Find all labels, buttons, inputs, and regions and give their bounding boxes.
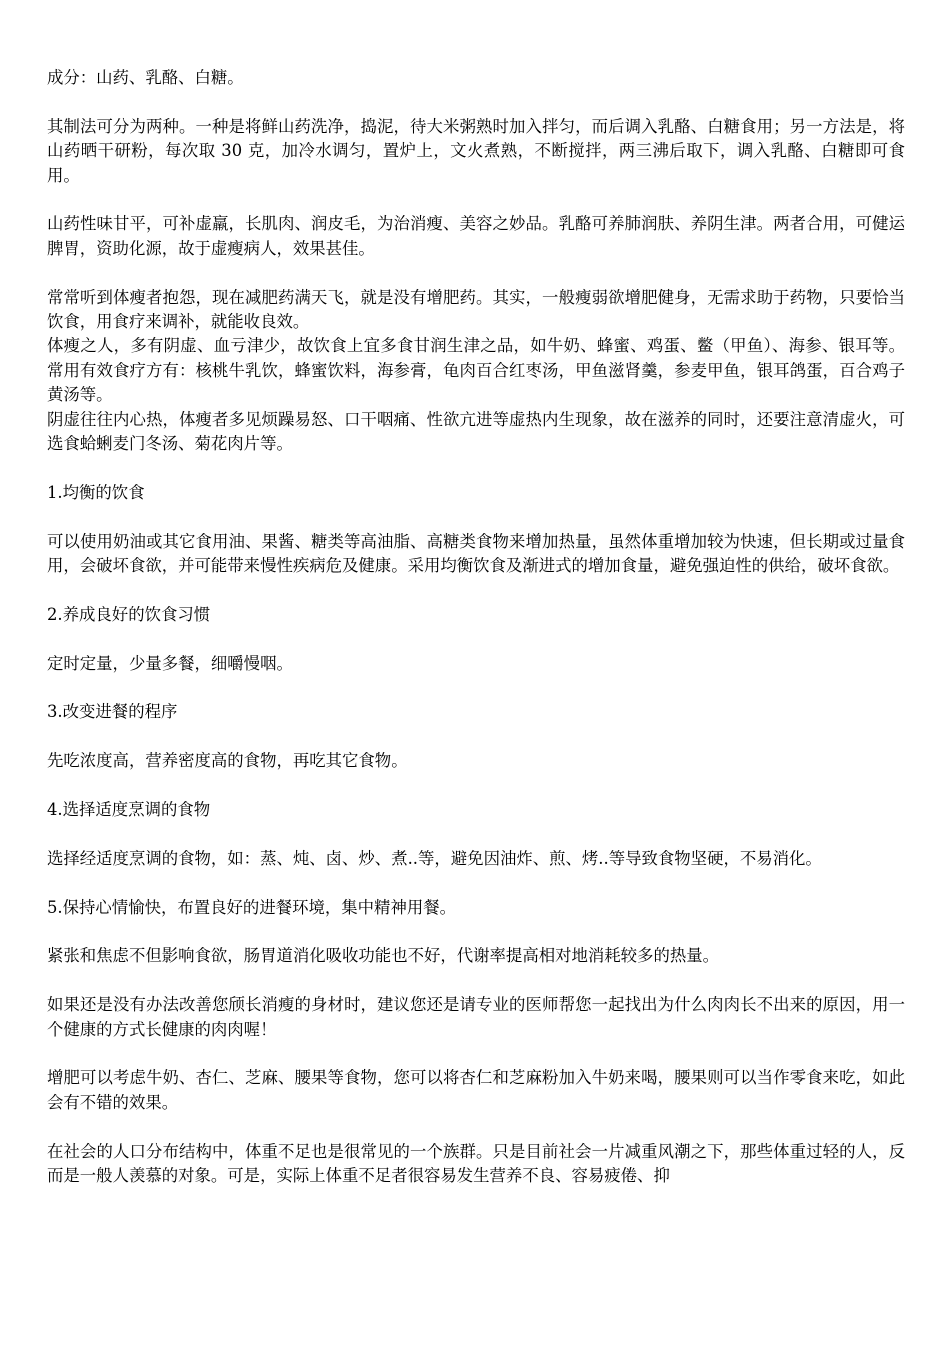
heat-advice-paragraph: 阴虚往往内心热，体瘦者多见烦躁易怒、口干咽痛、性欲亢进等虚热内生现象，故在滋养的同时，还要注意清虚火，可选食蛤蜊麦门冬汤、菊花肉片等。 xyxy=(47,409,905,454)
food-suggestion-paragraph: 增肥可以考虑牛奶、杏仁、芝麻、腰果等食物，您可以将杏仁和芝麻粉加入牛奶来喝，腰果则可以当作零食来吃，如此会有不错的效果。 xyxy=(47,1068,905,1112)
diet-advice-paragraph: 体瘦之人，多有阴虚、血亏津少，故饮食上宜多食甘润生津之品，如牛奶、蜂蜜、鸡蛋、鳖（甲鱼）、海参、银耳等。常用有效食疗方有：核桃牛乳饮，蜂蜜饮料，海参膏，龟肉百合红枣汤，甲鱼滋肾羹，参麦甲鱼，银耳鸽蛋，百合鸡子黄汤等。 xyxy=(47,336,905,405)
intro-paragraph: 常常听到体瘦者抱怨，现在减肥药满天飞，就是没有增肥药。其实，一般瘦弱欲增肥健身，无需求助于药物，只要恰当饮食，用食疗来调补，就能收良效。 xyxy=(47,287,905,332)
section-body-5: 紧张和焦虑不但影响食欲，肠胃道消化吸收功能也不好，代谢率提高相对地消耗较多的热量。 xyxy=(47,946,720,966)
section-heading-3: 3.改变进餐的程序 xyxy=(47,702,178,722)
section-body-4: 选择经适度烹调的食物，如：蒸、炖、卤、炒、煮..等，避免因油炸、煎、烤..等导致食物坚硬，不易消化。 xyxy=(47,848,822,868)
underweight-paragraph: 在社会的人口分布结构中，体重不足也是很常见的一个族群。只是目前社会一片减重风潮之下，那些体重过轻的人，反而是一般人羡慕的对象。可是，实际上体重不足者很容易发生营养不良、容易疲倦、抑 xyxy=(47,1141,905,1186)
section-body-2: 定时定量，少量多餐，细嚼慢咽。 xyxy=(47,653,293,673)
preparation-paragraph: 其制法可分为两种。一种是将鲜山药洗净，捣泥，待大米粥熟时加入拌匀，而后调入乳酪、白糖食用；另一方法是，将山药晒干研粉，每次取 30 克，加冷水调匀，置炉上，文火煮熟，不断搅拌，两三沸后取下，调入乳酪、白糖即可食用。 xyxy=(47,116,905,185)
section-body-3: 先吃浓度高，营养密度高的食物，再吃其它食物。 xyxy=(47,751,408,771)
benefits-paragraph: 山药性味甘平，可补虚羸，长肌肉、润皮毛，为治消瘦、美容之妙品。乳酪可养肺润肤、养阴生津。两者合用，可健运脾胃，资助化源，故于虚瘦病人，效果甚佳。 xyxy=(47,214,905,258)
section-heading-2: 2.养成良好的饮食习惯 xyxy=(47,604,211,624)
section-body-1: 可以使用奶油或其它食用油、果酱、糖类等高油脂、高糖类食物来增加热量，虽然体重增加较为快速，但长期或过量食用，会破坏食欲，并可能带来慢性疾病危及健康。采用均衡饮食及渐进式的增加食量，避免强迫性的供给，破坏食欲。 xyxy=(47,531,905,576)
section-heading-5: 5.保持心情愉快，布置良好的进餐环境，集中精神用餐。 xyxy=(47,897,457,917)
section-heading-1: 1.均衡的饮食 xyxy=(47,482,145,502)
ingredients-paragraph: 成分：山药、乳酪、白糖。 xyxy=(47,68,244,87)
doctor-advice-paragraph: 如果还是没有办法改善您颀长消瘦的身材时，建议您还是请专业的医师帮您一起找出为什么肉肉长不出来的原因，用一个健康的方式长健康的肉肉喔！ xyxy=(47,995,905,1039)
section-heading-4: 4.选择适度烹调的食物 xyxy=(47,800,211,820)
document-page xyxy=(47,66,905,1188)
